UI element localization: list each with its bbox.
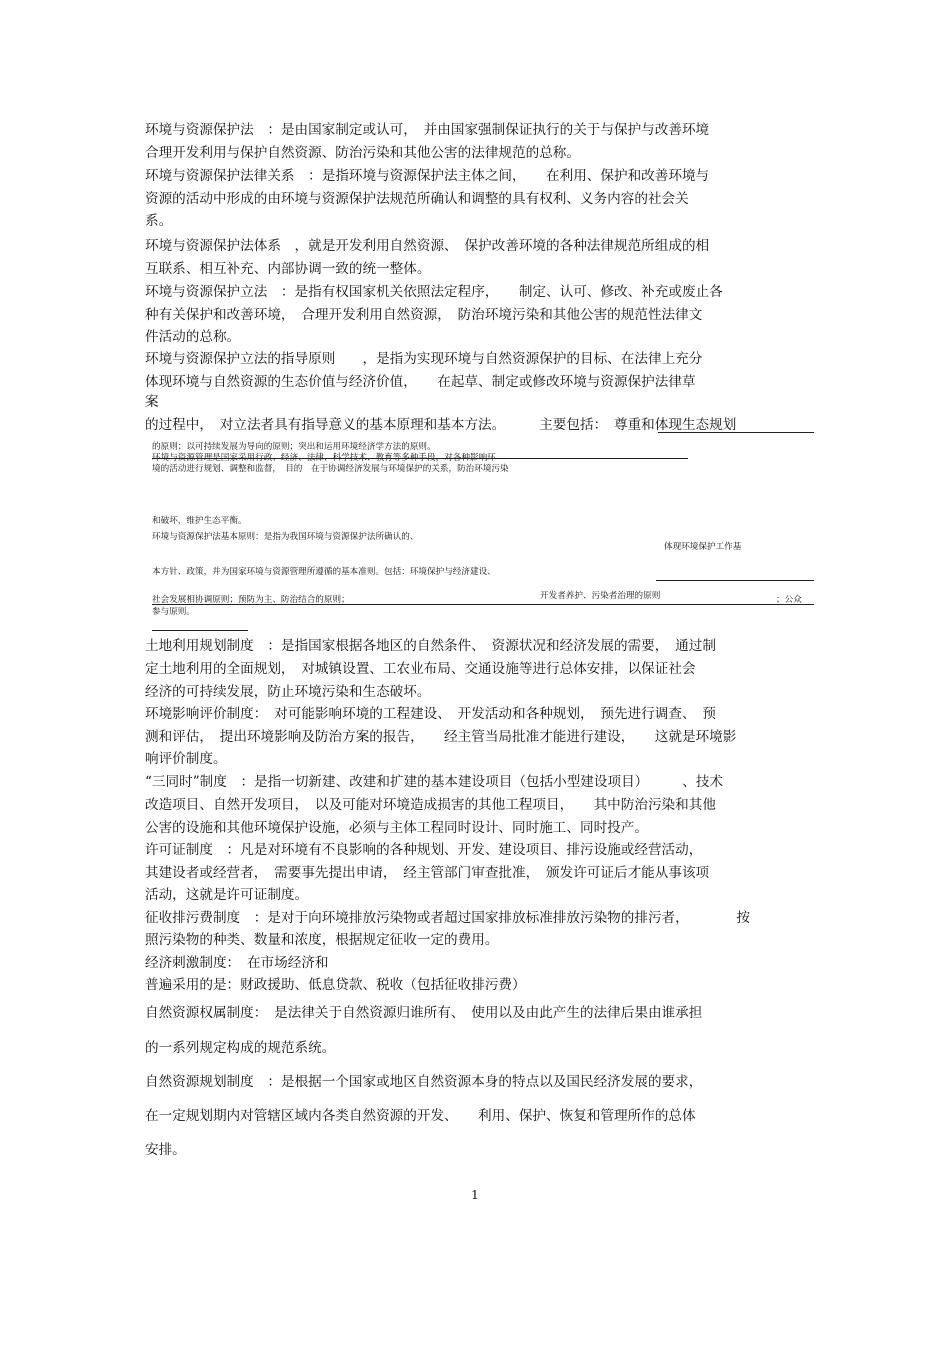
text-line: 土地利用规划制度 ：是指国家根据各地区的自然条件、 资源状况和经济发展的需要， 通过制 [145, 638, 716, 654]
text-line: 照污染物的种类、数量和浓度，根据规定征收一定的费用。 [145, 932, 499, 948]
text-line: 公害的设施和其他环境保护设施，必须与主体工程同时设计、同时施工、同时投产。 [145, 820, 648, 836]
text-line: 互联系、相互补充、内部协调一致的统一整体。 [145, 261, 431, 277]
text-line: 的过程中， 对立法者具有指导意义的基本原理和基本方法。 主要包括： 尊重和体现生态规划 [145, 417, 737, 433]
text-line: 的一系列规定构成的规范系统。 [145, 1040, 336, 1056]
underline-rule [152, 604, 814, 605]
small-text-line: 环境与资源管理是国家采用行政、经济、法律、科学技术、教育等多种手段，对各种影响环 [152, 453, 496, 463]
text-line: 安排。 [145, 1142, 186, 1158]
small-text-line: 的原则；以可持续发展为导向的原则；突出和运用环境经济学方法的原则。 [152, 442, 436, 452]
text-line: 征收排污费制度 ：是对于向环境排放污染物或者超过国家排放标准排放污染物的排污者， 按 [145, 910, 750, 926]
text-line: 改造项目、自然开发项目， 以及可能对环境造成损害的其他工程项目， 其中防治污染和其他 [145, 797, 716, 813]
text-line: 合理开发利用与保护自然资源、防治污染和其他公害的法律规范的总称。 [145, 145, 580, 161]
underline-rule [656, 580, 814, 581]
text-line: 响评价制度。 [145, 751, 227, 767]
text-line: 经济的可持续发展，防止环境污染和生态破坏。 [145, 684, 431, 700]
text-line: 测和评估， 提出环境影响及防治方案的报告， 经主管当局批准才能进行建设， 这就是环境影 [145, 729, 737, 745]
text-line: 环境与资源保护立法 ：是指有权国家机关依照法定程序， 制定、认可、修改、补充或废止各 [145, 284, 723, 300]
text-line: 许可证制度 ：凡是对环境有不良影响的各种规划、开发、建设项目、排污设施或经营活动， [145, 842, 703, 858]
text-line: 案 [145, 394, 159, 410]
small-text-line: 和破坏，维护生态平衡。 [152, 516, 247, 526]
small-text-line: 本方针、政策，并为国家环境与资源管理所遵循的基本准则。包括：环境保护与经济建设、 [152, 567, 496, 577]
text-line: 环境与资源保护法 ：是由国家制定或认可， 并由国家强制保证执行的关于与保护与改善环境 [145, 122, 710, 138]
text-line: 系。 [145, 213, 173, 229]
small-text-line: 体现环境保护工作基 [664, 542, 742, 552]
small-text-line: 参与原则。 [152, 607, 195, 617]
text-line: 资源的活动中形成的由环境与资源保护法规范所确认和调整的具有权利、义务内容的社会关 [145, 191, 689, 207]
text-line: 环境影响评价制度： 对可能影响环境的工程建设、 开发活动和各种规划， 预先进行调查、 预 [145, 706, 716, 722]
text-line: 体现环境与自然资源的生态价值与经济价值， 在起草、制定或修改环境与资源保护法律草 [145, 374, 696, 390]
text-line: 自然资源权属制度： 是法律关于自然资源归谁所有、 使用以及由此产生的法律后果由谁承担 [145, 1005, 703, 1021]
text-line: 活动，这就是许可证制度。 [145, 887, 309, 903]
small-text-line: 社会发展相协调原则；预防为主、防治结合的原则； [152, 595, 350, 605]
strike-rule [152, 458, 688, 459]
small-text-line: 境的活动进行规划、调整和监督， 目的 在于协调经济发展与环境保护的关系，防治环境污染 [152, 464, 509, 474]
text-line: “三同时”制度 ：是指一切新建、改建和扩建的基本建设项目（包括小型建设项目） 、技术 [145, 774, 724, 790]
text-line: 经济刺激制度： 在市场经济和 [145, 955, 329, 971]
underline-rule [658, 432, 814, 433]
page-number: 1 [471, 1188, 479, 1202]
underline-rule [152, 630, 248, 631]
text-line: 件活动的总称。 [145, 329, 241, 345]
text-line: 普遍采用的是：财政援助、低息贷款、税收（包括征收排污费） [145, 977, 526, 993]
text-line: 其建设者或经营者， 需要事先提出申请， 经主管部门审查批准， 颁发许可证后才能从事该项 [145, 865, 710, 881]
small-text-line: ；公众 [776, 595, 802, 605]
text-line: 环境与资源保护立法的指导原则 ，是指为实现环境与自然资源保护的目标、在法律上充分 [145, 351, 703, 367]
text-line: 环境与资源保护法体系 ，就是开发利用自然资源、 保护改善环境的各种法律规范所组成的相 [145, 238, 710, 254]
text-line: 自然资源规划制度 ：是根据一个国家或地区自然资源本身的特点以及国民经济发展的要求， [145, 1074, 703, 1090]
small-text-line: 开发者养护、污染者治理的原则 [540, 591, 661, 601]
text-line: 定土地利用的全面规划， 对城镇设置、工农业布局、交通设施等进行总体安排，以保证社会 [145, 661, 696, 677]
text-line: 环境与资源保护法律关系 ：是指环境与资源保护法主体之间， 在利用、保护和改善环境与 [145, 168, 710, 184]
text-line: 种有关保护和改善环境， 合理开发利用自然资源， 防治环境污染和其他公害的规范性法律文 [145, 307, 703, 323]
text-line: 在一定规划期内对管辖区域内各类自然资源的开发、 利用、保护、恢复和管理所作的总体 [145, 1108, 696, 1124]
small-text-line: 环境与资源保护法基本原则：是指为我国环境与资源保护法所确认的、 [152, 532, 419, 542]
